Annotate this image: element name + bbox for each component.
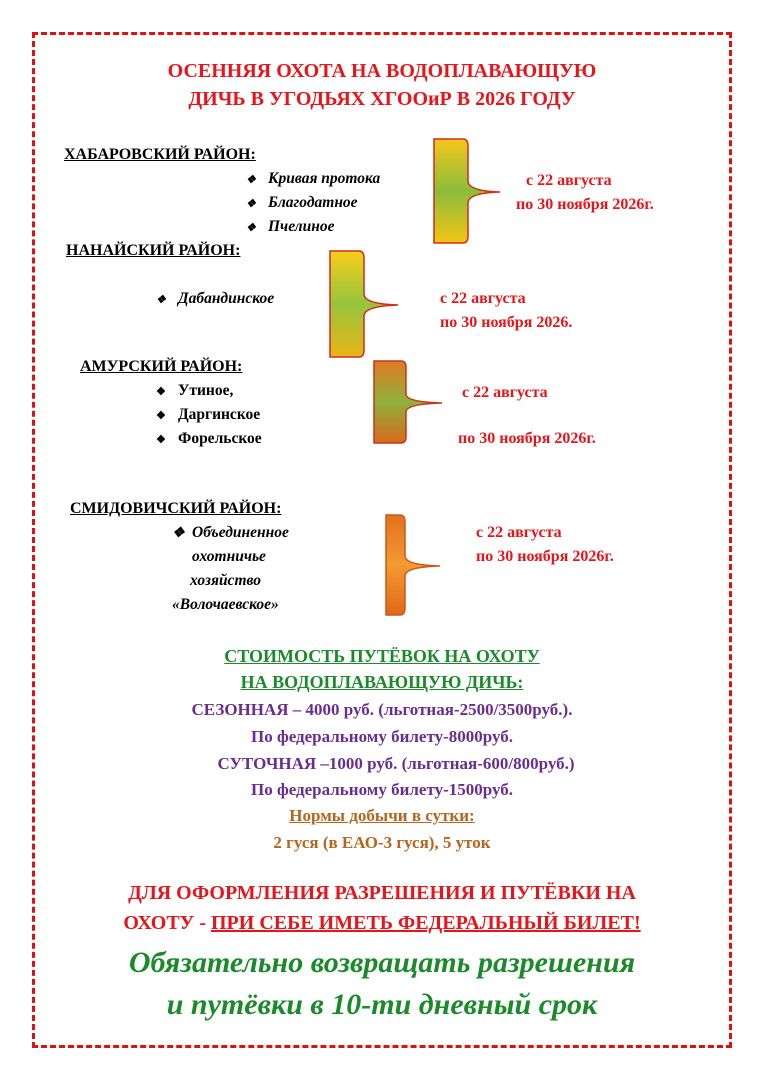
- bullet-icon: ❖: [172, 526, 185, 541]
- date-to: по 30 ноября 2026.: [440, 314, 573, 331]
- cost-heading-1: СТОИМОСТЬ ПУТЁВОК НА ОХОТУ: [224, 646, 540, 666]
- bullet-icon: ❖: [156, 434, 166, 446]
- bullet-icon: ❖: [156, 410, 166, 422]
- limits-text: 2 гуся (в ЕАО-3 гуся), 5 уток: [273, 833, 491, 852]
- title-line-2: ДИЧЬ В УГОДЬЯХ ХГООиР В 2026 ГОДУ: [188, 88, 576, 110]
- list-item: ❖ Форельское: [156, 430, 262, 447]
- list-item: ❖ Даргинское: [156, 406, 261, 423]
- brace-icon: [370, 358, 450, 446]
- bullet-icon: ❖: [246, 198, 256, 210]
- bullet-icon: ❖: [246, 222, 256, 234]
- title-line-1: ОСЕННЯЯ ОХОТА НА ВОДОПЛАВАЮЩУЮ: [167, 60, 597, 82]
- notice-line-1: ДЛЯ ОФОРМЛЕНИЯ РАЗРЕШЕНИЯ И ПУТЁВКИ НА: [128, 882, 636, 904]
- bullet-icon: ❖: [156, 294, 166, 306]
- notice-line-2: ОХОТУ - ПРИ СЕБЕ ИМЕТЬ ФЕДЕРАЛЬНЫЙ БИЛЕТ!: [123, 912, 641, 934]
- return-line-2: и путёвки в 10-ти дневный срок: [166, 988, 598, 1021]
- cost-heading-2: НА ВОДОПЛАВАЮЩУЮ ДИЧЬ:: [240, 672, 524, 692]
- list-item: охотничье: [192, 548, 266, 565]
- list-item: ❖ Объединенное: [172, 524, 289, 541]
- date-from: с 22 августа: [440, 290, 526, 307]
- list-item: «Волочаевское»: [172, 596, 279, 613]
- return-line-1: Обязательно возвращать разрешения: [128, 946, 636, 979]
- list-item: ❖ Благодатное: [246, 194, 358, 211]
- list-item: ❖ Пчелиное: [246, 218, 335, 235]
- limits-heading: Нормы добычи в сутки:: [289, 806, 475, 825]
- bullet-icon: ❖: [246, 174, 256, 186]
- daily-price: СУТОЧНАЯ –1000 руб. (льготная-600/800руб.): [217, 754, 575, 773]
- federal-ticket-warning: ПРИ СЕБЕ ИМЕТЬ ФЕДЕРАЛЬНЫЙ БИЛЕТ!: [211, 912, 641, 934]
- bullet-icon: ❖: [156, 386, 166, 398]
- district-amursky: АМУРСКИЙ РАЙОН:: [80, 358, 243, 375]
- date-to: по 30 ноября 2026г.: [516, 196, 654, 213]
- date-from: с 22 августа: [476, 524, 562, 541]
- date-to: по 30 ноября 2026г.: [458, 430, 596, 447]
- date-to: по 30 ноября 2026г.: [476, 548, 614, 565]
- season-federal-price: По федеральному билету-8000руб.: [250, 727, 514, 746]
- district-nanaisky: НАНАЙСКИЙ РАЙОН:: [66, 242, 241, 259]
- district-khabarovsky: ХАБАРОВСКИЙ РАЙОН:: [64, 146, 256, 163]
- brace-icon: [326, 248, 406, 360]
- list-item: ❖ Кривая протока: [246, 170, 381, 187]
- date-from: с 22 августа: [526, 172, 612, 189]
- list-item: ❖ Дабандинское: [156, 290, 275, 307]
- brace-icon: [382, 512, 462, 618]
- list-item: хозяйство: [190, 572, 261, 589]
- season-price: СЕЗОННАЯ – 4000 руб. (льготная-2500/3500руб.).: [191, 700, 573, 719]
- brace-icon: [430, 136, 510, 246]
- list-item: ❖ Утиное,: [156, 382, 234, 399]
- district-smidovichsky: СМИДОВИЧСКИЙ РАЙОН:: [70, 500, 282, 517]
- date-from: с 22 августа: [462, 384, 548, 401]
- daily-federal-price: По федеральному билету-1500руб.: [250, 780, 514, 799]
